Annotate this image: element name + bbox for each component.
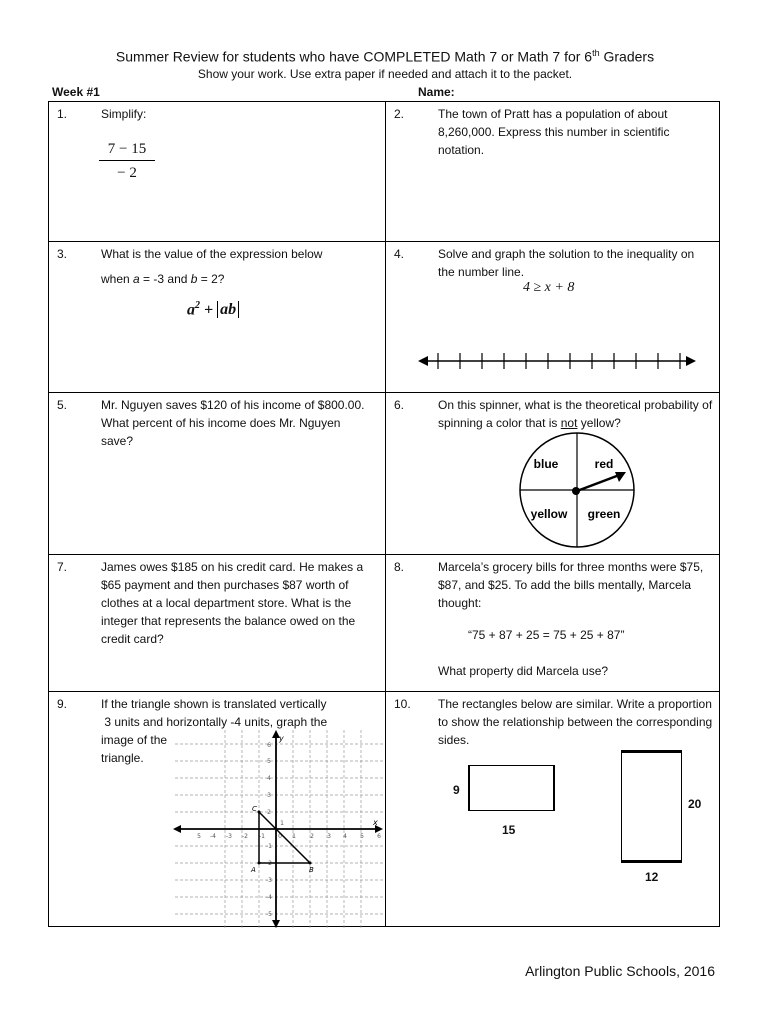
spinner-label-green: green xyxy=(587,507,621,521)
x-tick-label: 3 xyxy=(327,833,331,840)
page-title xyxy=(0,48,770,65)
problem-9 xyxy=(49,692,385,928)
problem-number: 6. xyxy=(394,398,405,412)
large-rectangle-width: 12 xyxy=(645,870,659,884)
problem-text: James owes $185 on his credit card. He makes a $65 payment and then purchases $87 worth of clothes at a local department store. What is the integer that represents the balance owed on the credit card? xyxy=(101,560,364,646)
problem-text-line2 xyxy=(101,270,224,288)
spinner xyxy=(518,430,638,550)
problem-number: 1. xyxy=(57,107,68,121)
y-tick-label: 6 xyxy=(267,742,271,749)
large-rectangle xyxy=(621,750,682,863)
problem-2 xyxy=(386,102,721,241)
problem-number: 9. xyxy=(57,697,68,711)
question: What property did Marcela use? xyxy=(438,664,609,678)
problem-text: What is the value of the expression below xyxy=(101,247,323,261)
x-tick-label: 4 xyxy=(343,833,347,840)
y-tick-label: 1 xyxy=(280,820,284,827)
problem-number: 5. xyxy=(57,398,68,412)
problem-number: 2. xyxy=(394,107,405,121)
problem-10 xyxy=(386,692,721,928)
x-tick-label: -2 xyxy=(242,833,248,840)
text-part: yellow? xyxy=(577,416,621,430)
small-rectangle xyxy=(468,765,555,811)
problem-text: Solve and graph the solution to the inequality on the number line. xyxy=(438,247,695,279)
problem-text: The rectangles below are similar. Write a proportion to show the relationship between the corresponding sides. xyxy=(438,697,713,747)
problem-text: Simplify: xyxy=(101,107,147,121)
inequality: 4 ≥ x + 8 xyxy=(523,280,575,295)
y-tick-label: 3 xyxy=(267,792,271,799)
number-line xyxy=(418,350,698,374)
y-axis-label: y xyxy=(279,734,284,743)
y-tick-label: 2 xyxy=(267,809,271,816)
y-tick-label: 5 xyxy=(267,758,271,765)
problem-number: 3. xyxy=(57,247,68,261)
y-tick-label: -3 xyxy=(266,877,272,884)
spinner-label-blue: blue xyxy=(533,457,559,471)
expr-absolute: ab xyxy=(217,301,239,318)
problem-number: 4. xyxy=(394,247,405,261)
expr-exponent: 2 xyxy=(195,300,200,311)
problem-number: 10. xyxy=(394,697,411,711)
title-main: Summer Review for students who have COMPLETED Math 7 or Math 7 for 6 xyxy=(115,48,593,65)
problem-text xyxy=(438,396,713,432)
underlined-word: not xyxy=(560,416,578,430)
x-tick-label: 5 xyxy=(197,833,201,840)
triangle-abc xyxy=(259,812,310,863)
problem-8 xyxy=(386,555,721,691)
y-tick-label: -4 xyxy=(266,894,272,901)
point-b-label: B xyxy=(309,866,314,874)
point-a-label: A xyxy=(251,866,256,874)
y-tick-label: 4 xyxy=(267,775,271,782)
x-tick-label: -3 xyxy=(226,833,232,840)
problem-6 xyxy=(386,393,721,554)
expr-a: a xyxy=(187,301,195,319)
x-tick-label: 1 xyxy=(292,833,296,840)
y-tick-label: -5 xyxy=(266,911,272,918)
title-end: Graders xyxy=(599,48,655,65)
footer-credit: Arlington Public Schools, 2016 xyxy=(525,963,715,979)
expression: $a^2$ + ab xyxy=(187,297,239,319)
text-part: = -3 and xyxy=(139,272,191,286)
problem-1 xyxy=(49,102,385,241)
fraction-denominator: − 2 xyxy=(117,165,137,181)
problem-text: Marcela’s grocery bills for three months were $75, $87, and $25. To add the bills mentally, Marcela thought: xyxy=(438,560,704,610)
coordinate-grid xyxy=(173,730,385,928)
variable-a: a xyxy=(133,272,140,286)
problem-4 xyxy=(386,242,721,392)
spinner-label-yellow: yellow xyxy=(530,507,568,521)
problem-text: The town of Pratt has a population of about 8,260,000. Express this number in scientific notation. xyxy=(438,107,670,157)
problem-text-line3: image of the xyxy=(101,733,168,747)
large-rectangle-height: 20 xyxy=(688,797,702,811)
variable-b: b xyxy=(190,272,198,286)
name-label: Name: xyxy=(418,85,455,99)
problem-3 xyxy=(49,242,385,392)
x-tick-label: 0 xyxy=(278,833,282,840)
page-subtitle: Show your work. Use extra paper if needed and attach it to the packet. xyxy=(197,67,573,81)
x-tick-label: 5 xyxy=(360,833,364,840)
spinner-label-red: red xyxy=(594,457,614,471)
problem-text: If the triangle shown is translated vertically xyxy=(101,697,327,711)
point-c-label: C xyxy=(252,805,257,813)
y-tick-label: -1 xyxy=(266,843,272,850)
text-part: when xyxy=(101,272,134,286)
problem-text-line2: 3 units and horizontally -4 units, graph the xyxy=(101,715,328,729)
problem-number: 8. xyxy=(394,560,405,574)
problem-grid xyxy=(48,101,720,927)
x-tick-label: -1 xyxy=(259,833,265,840)
spinner-center xyxy=(572,487,580,495)
x-tick-label: 6 xyxy=(377,833,381,840)
equation: “75 + 87 + 25 = 75 + 25 + 87” xyxy=(468,628,625,642)
small-rectangle-height: 9 xyxy=(453,783,460,797)
fraction-numerator: 7 − 15 xyxy=(99,139,155,161)
x-tick-label: -4 xyxy=(210,833,216,840)
x-axis-label: x xyxy=(373,818,378,827)
problem-number: 7. xyxy=(57,560,68,574)
problem-5 xyxy=(49,393,385,554)
x-tick-label: 2 xyxy=(310,833,314,840)
problem-text: Mr. Nguyen saves $120 of his income of $800.00. What percent of his income does Mr. Nguyen save? xyxy=(101,398,365,448)
small-rectangle-width: 15 xyxy=(502,823,516,837)
text-part: = 2? xyxy=(197,272,225,286)
week-label: Week #1 xyxy=(52,85,100,99)
problem-text-line4: triangle. xyxy=(101,751,144,765)
problem-7 xyxy=(49,555,385,691)
fraction xyxy=(99,139,155,183)
y-tick-label: -2 xyxy=(266,860,272,867)
text-part: On this spinner, what is the theoretical probability of spinning a color that is xyxy=(438,398,713,430)
title-superscript: th xyxy=(592,48,600,58)
